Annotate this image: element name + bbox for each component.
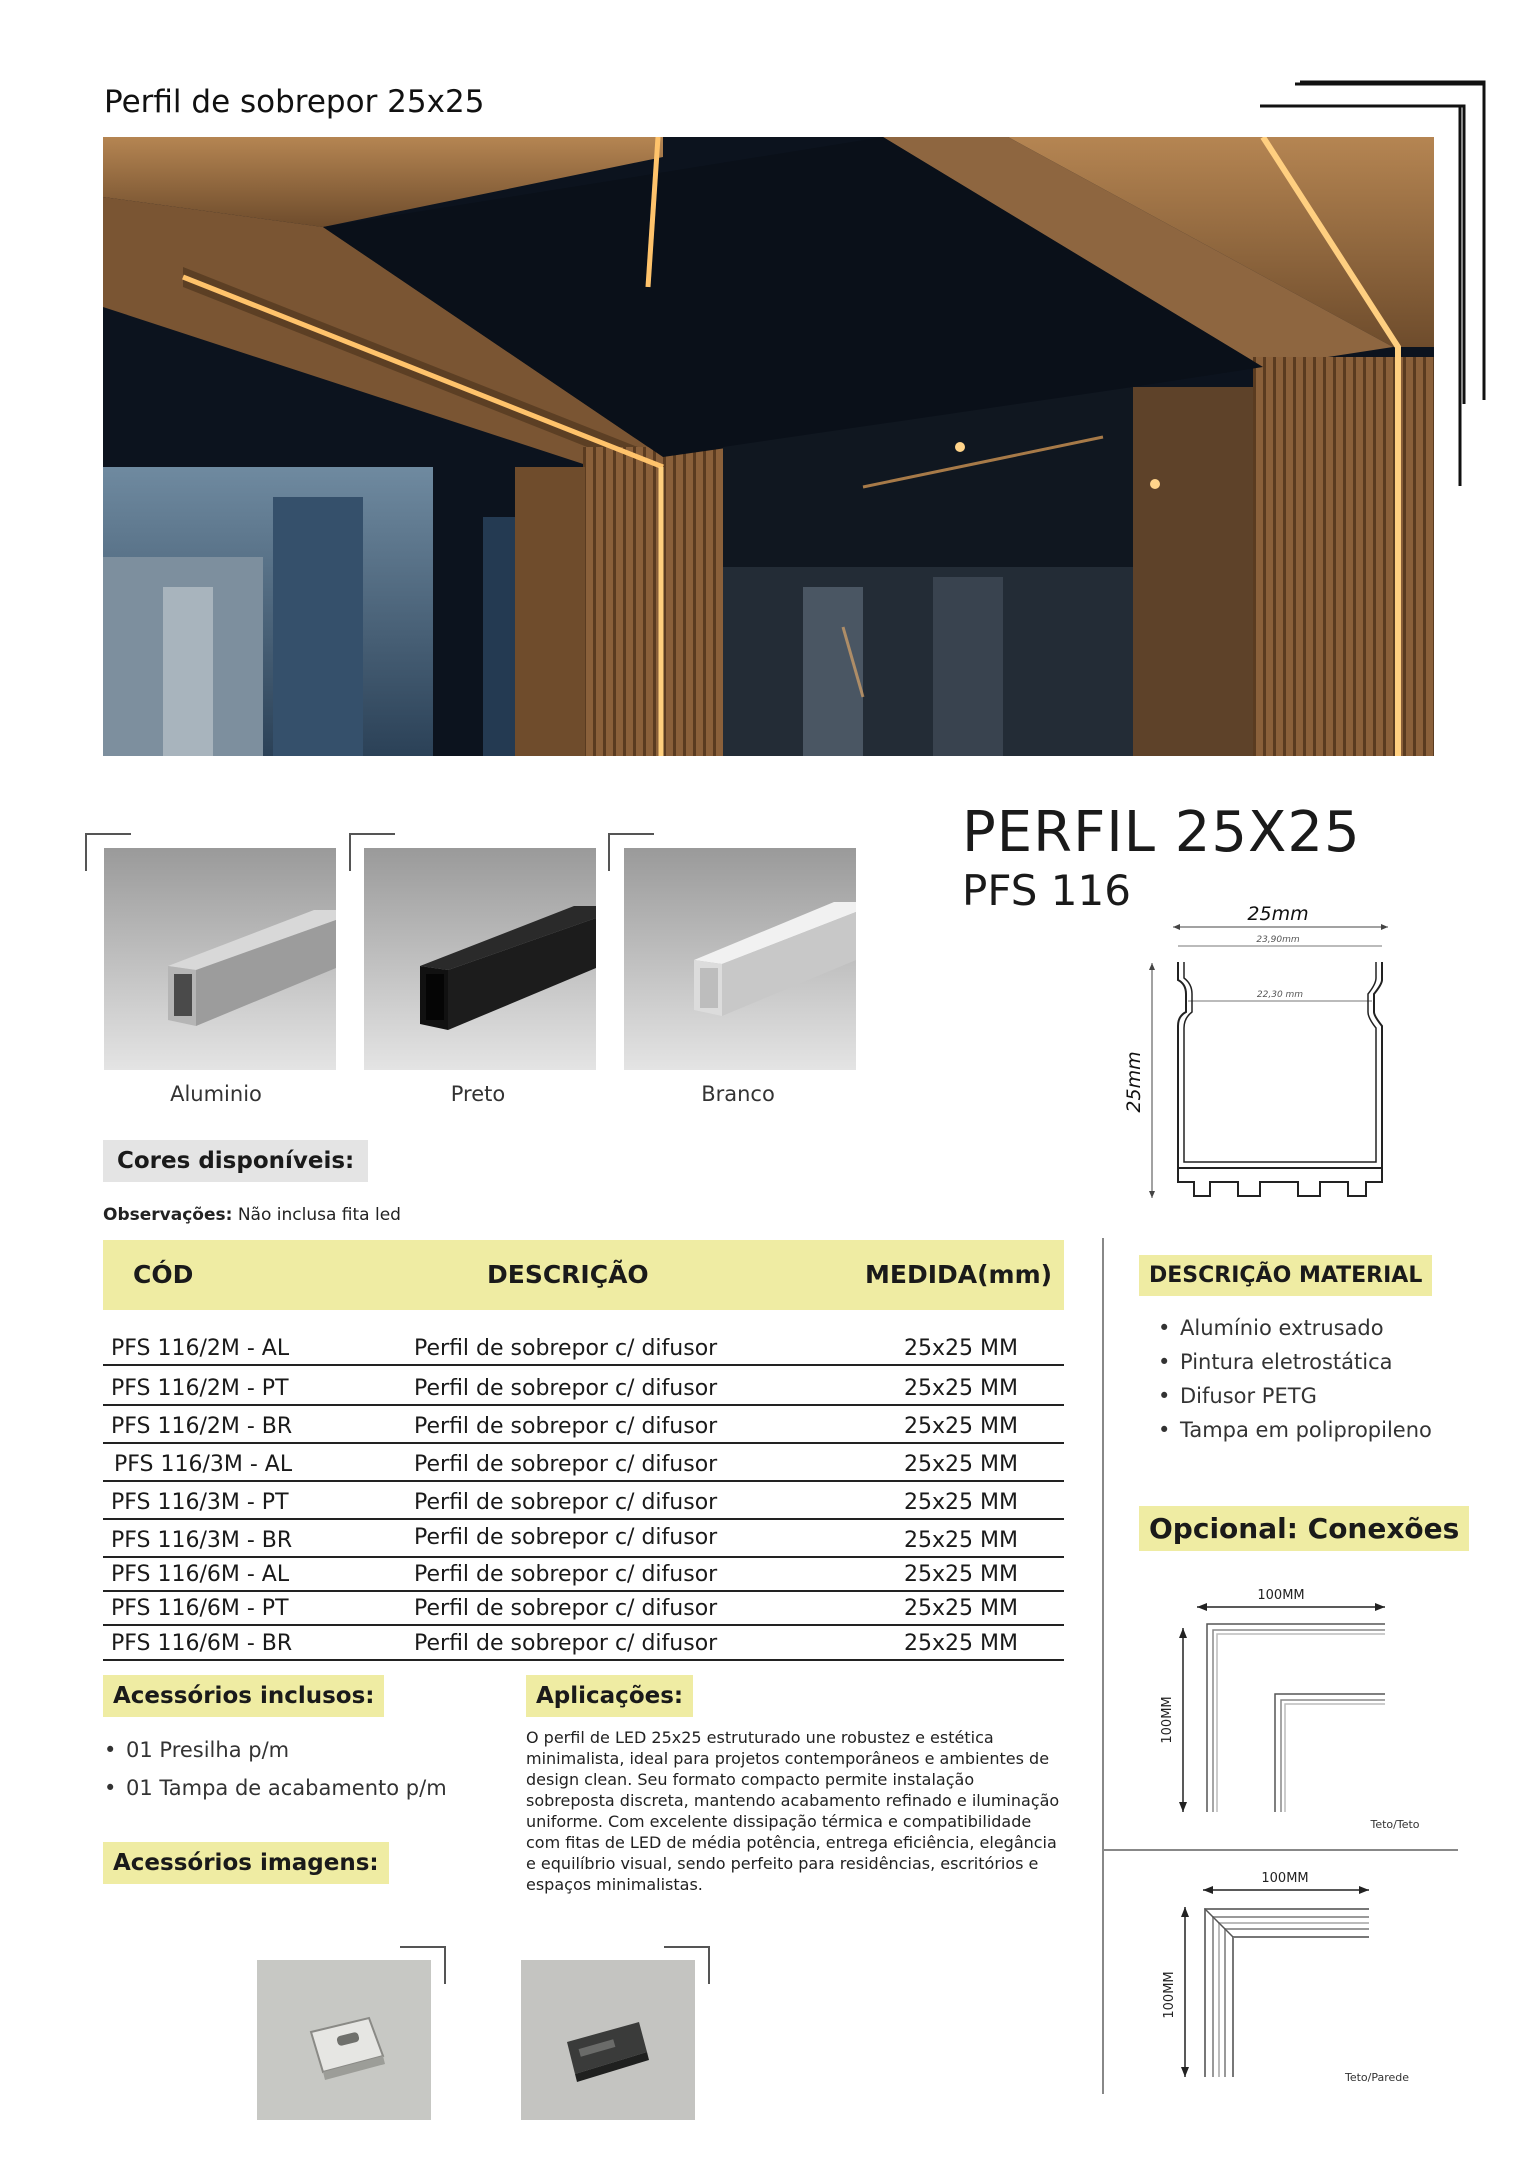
row-code: PFS 116/2M - BR: [111, 1414, 293, 1439]
table-row: [103, 1330, 1064, 1366]
accessories-images-label: Acessórios imagens:: [103, 1842, 389, 1884]
connection-teto-teto-diagram: [1155, 1580, 1455, 1840]
row-code: PFS 116/2M - AL: [111, 1336, 290, 1361]
observations-text: Não inclusa fita led: [237, 1205, 401, 1225]
connection-height-label: 100MM: [1160, 1696, 1175, 1744]
observations-label: Observações:: [103, 1205, 233, 1225]
material-item: • Difusor PETG: [1158, 1384, 1458, 1408]
swatch-aluminio-image: [104, 848, 336, 1070]
table-row: [103, 1370, 1064, 1406]
connection-caption: Teto/Parede: [1344, 2071, 1410, 2084]
connection-teto-parede-diagram: [1155, 1865, 1455, 2095]
swatch-preto-image: [364, 848, 596, 1070]
table-row: [103, 1625, 1064, 1661]
header-measure: MEDIDA(mm): [865, 1260, 1053, 1289]
table-header: [103, 1240, 1064, 1310]
material-item: • Tampa em polipropileno: [1158, 1418, 1458, 1442]
row-description: Perfil de sobrepor c/ difusor: [414, 1376, 718, 1401]
connection-width-label: 100MM: [1257, 1588, 1305, 1603]
row-description: Perfil de sobrepor c/ difusor: [414, 1336, 718, 1361]
accessory-endcap-image: [521, 1960, 695, 2120]
table-row: [103, 1522, 1064, 1558]
row-code: PFS 116/6M - BR: [111, 1631, 293, 1656]
row-description: Perfil de sobrepor c/ difusor: [414, 1525, 718, 1550]
row-code: PFS 116/3M - BR: [111, 1528, 293, 1553]
diagram-height-label: 25mm: [1123, 1051, 1145, 1113]
header-code: CÓD: [133, 1260, 194, 1289]
connection-height-label: 100MM: [1162, 1971, 1177, 2019]
accessories-list: [104, 1738, 484, 1810]
diagram-width-label: 25mm: [1247, 903, 1309, 925]
row-measure: 25x25 MM: [904, 1490, 1018, 1515]
table-row: [103, 1408, 1064, 1444]
diagram-inner-top: 23,90mm: [1256, 935, 1300, 945]
table-row: [103, 1484, 1064, 1520]
accessory-clip-image: [257, 1960, 431, 2120]
section-divider: [1104, 1849, 1458, 1851]
swatch-label-preto: Preto: [450, 1082, 506, 1106]
header-description: DESCRIÇÃO: [487, 1260, 649, 1289]
row-code: PFS 116/6M - AL: [111, 1562, 290, 1587]
material-list: [1158, 1316, 1458, 1452]
applications-text: O perfil de LED 25x25 estruturado une robustez e estética minimalista, ideal para projetos contemporâneos e ambientes de design clean. Seu formato compacto permite instalação sobreposta discreta, mantendo acabamento refinado e iluminação uniforme. Com excelente dissipação térmica e compatibilidade com fitas de LED de média potência, entrega eficiência, elegância e equilíbrio visual, sendo perfeito para residências, escritórios e espaços minimalistas.: [526, 1728, 1060, 1894]
row-description: Perfil de sobrepor c/ difusor: [414, 1452, 718, 1477]
accessory-item: • 01 Presilha p/m: [104, 1738, 484, 1762]
product-code: PFS 116: [962, 866, 1131, 915]
row-measure: 25x25 MM: [904, 1562, 1018, 1587]
hero-image: [103, 137, 1434, 756]
row-measure: 25x25 MM: [904, 1596, 1018, 1621]
table-row: [103, 1446, 1064, 1482]
cross-section-diagram: [1120, 900, 1420, 1210]
row-code: PFS 116/3M - AL: [114, 1452, 293, 1477]
row-description: Perfil de sobrepor c/ difusor: [414, 1414, 718, 1439]
row-code: PFS 116/2M - PT: [111, 1376, 289, 1401]
row-code: PFS 116/3M - PT: [111, 1490, 289, 1515]
row-measure: 25x25 MM: [904, 1631, 1018, 1656]
material-item: • Alumínio extrusado: [1158, 1316, 1458, 1340]
page-title: Perfil de sobrepor 25x25: [104, 84, 485, 120]
applications-label: Aplicações:: [526, 1675, 693, 1717]
accessory-item: • 01 Tampa de acabamento p/m: [104, 1776, 484, 1800]
product-name: PERFIL 25X25: [962, 800, 1361, 865]
row-description: Perfil de sobrepor c/ difusor: [414, 1596, 718, 1621]
table-row: [103, 1590, 1064, 1626]
row-measure: 25x25 MM: [904, 1376, 1018, 1401]
swatch-label-branco: Branco: [701, 1082, 775, 1106]
material-label: DESCRIÇÃO MATERIAL: [1139, 1255, 1432, 1296]
connection-caption: Teto/Teto: [1370, 1818, 1420, 1831]
row-description: Perfil de sobrepor c/ difusor: [414, 1490, 718, 1515]
row-measure: 25x25 MM: [904, 1336, 1018, 1361]
swatch-label-aluminio: Aluminio: [170, 1082, 262, 1106]
row-description: Perfil de sobrepor c/ difusor: [414, 1631, 718, 1656]
row-code: PFS 116/6M - PT: [111, 1596, 289, 1621]
row-measure: 25x25 MM: [904, 1414, 1018, 1439]
diagram-inner-mid: 22,30 mm: [1256, 990, 1304, 1000]
table-row: [103, 1556, 1064, 1592]
row-measure: 25x25 MM: [904, 1452, 1018, 1477]
row-measure: 25x25 MM: [904, 1528, 1018, 1553]
colors-label: Cores disponíveis:: [103, 1140, 368, 1182]
accessories-included-label: Acessórios inclusos:: [103, 1675, 384, 1717]
optional-label: Opcional: Conexões: [1139, 1506, 1469, 1551]
row-description: Perfil de sobrepor c/ difusor: [414, 1562, 718, 1587]
observations: [103, 1205, 401, 1225]
material-item: • Pintura eletrostática: [1158, 1350, 1458, 1374]
column-divider: [1102, 1238, 1104, 2094]
swatch-branco-image: [624, 848, 856, 1070]
connection-width-label: 100MM: [1261, 1871, 1309, 1886]
